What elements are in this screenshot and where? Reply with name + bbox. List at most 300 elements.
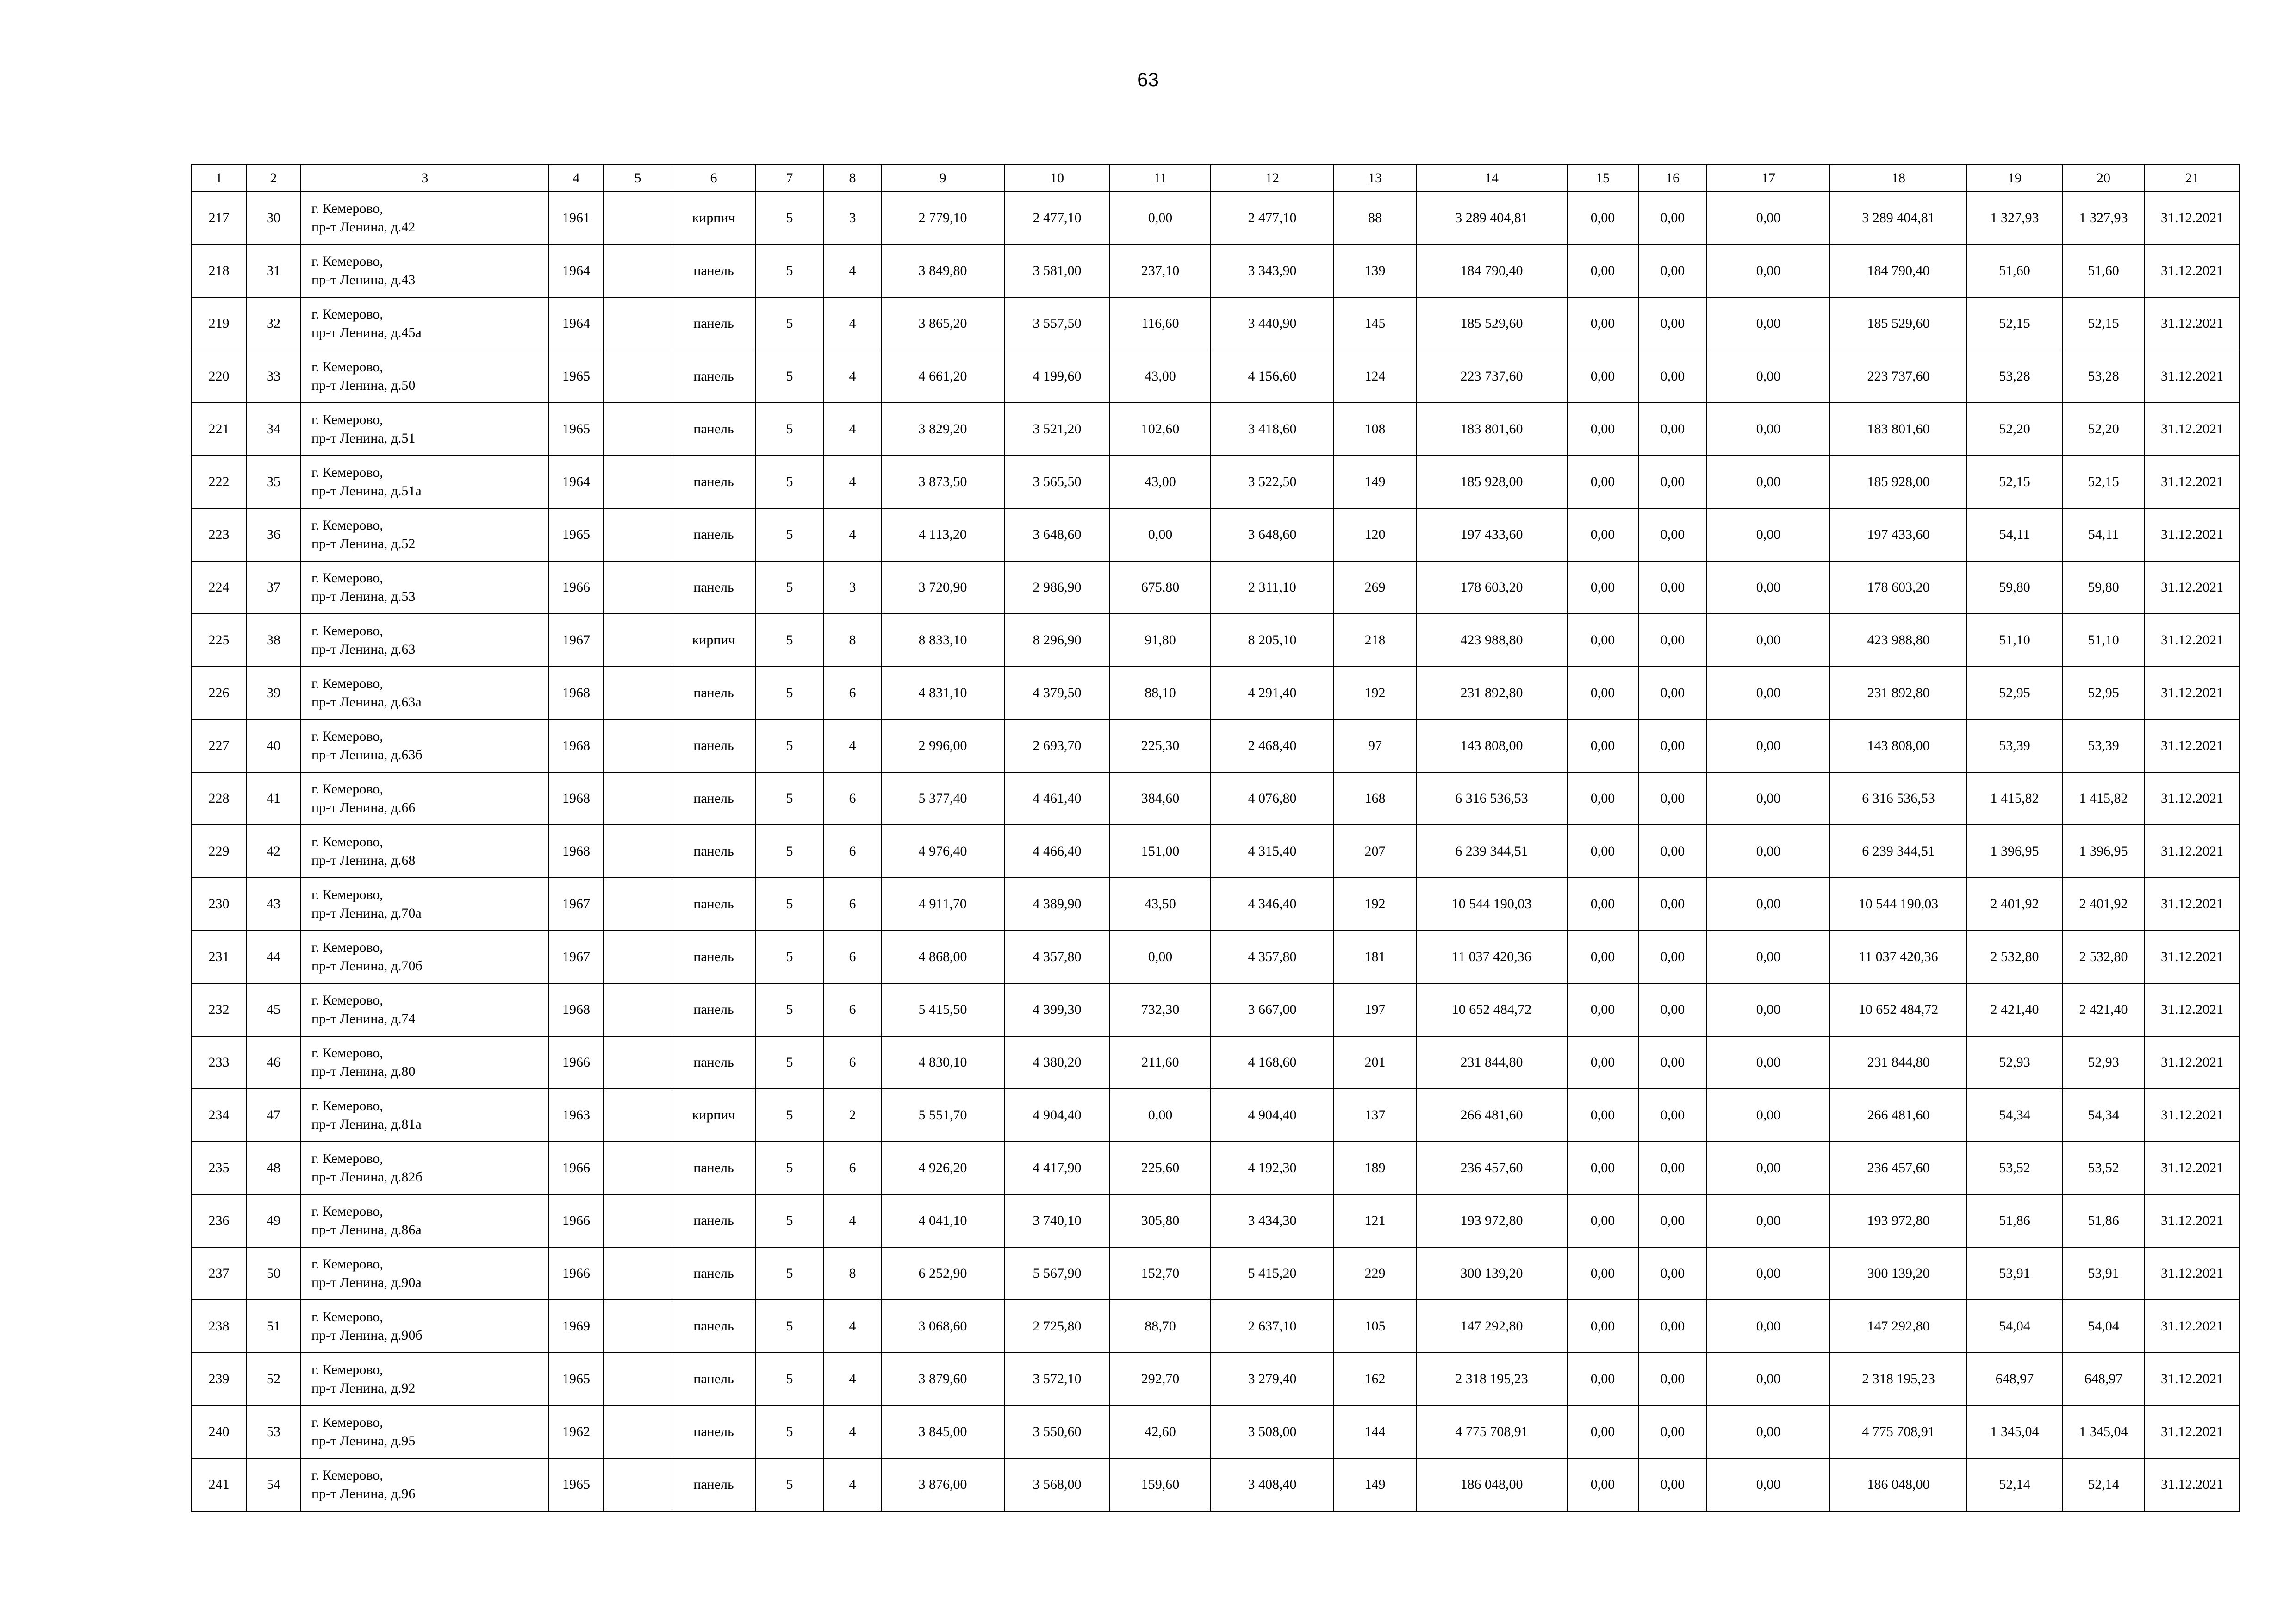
table-cell: 0,00 [1638, 456, 1707, 508]
column-number-header: 1 [192, 165, 246, 192]
address-cell [301, 192, 549, 244]
table-cell: 31.12.2021 [2145, 1036, 2240, 1089]
address-cell [301, 244, 549, 297]
table-cell: 2 996,00 [881, 719, 1004, 772]
table-cell: 147 292,80 [1830, 1300, 1967, 1353]
table-cell: 31.12.2021 [2145, 1405, 2240, 1458]
table-cell: 48 [246, 1142, 301, 1194]
table-cell: 0,00 [1638, 403, 1707, 456]
table-cell: 4 [824, 1405, 881, 1458]
table-cell: 5 [755, 1089, 824, 1142]
table-cell: 2 986,90 [1004, 561, 1110, 614]
address-cell [301, 1036, 549, 1089]
table-cell: 145 [1334, 297, 1416, 350]
table-cell: 5 [755, 1458, 824, 1511]
table-cell: 241 [192, 1458, 246, 1511]
table-cell: 1 345,04 [2062, 1405, 2145, 1458]
table-cell: 2 401,92 [1967, 878, 2062, 931]
table-cell: 4 926,20 [881, 1142, 1004, 1194]
table-cell: 0,00 [1707, 1194, 1830, 1247]
table-cell: 116,60 [1110, 297, 1211, 350]
table-cell: 0,00 [1638, 244, 1707, 297]
table-cell: 2 477,10 [1211, 192, 1334, 244]
table-cell: 648,97 [1967, 1353, 2062, 1405]
table-cell: 0,00 [1638, 719, 1707, 772]
table-cell: панель [672, 1458, 755, 1511]
table-cell: 4 389,90 [1004, 878, 1110, 931]
table-cell: 4 911,70 [881, 878, 1004, 931]
table-cell: 52,20 [1967, 403, 2062, 456]
table-cell: 0,00 [1707, 1247, 1830, 1300]
table-cell: 3 522,50 [1211, 456, 1334, 508]
address-cell [301, 297, 549, 350]
table-cell: 201 [1334, 1036, 1416, 1089]
address-city: г. Кемерово, [311, 254, 383, 269]
table-cell: 52,14 [2062, 1458, 2145, 1511]
table-cell: 3 667,00 [1211, 983, 1334, 1036]
table-cell: 51,60 [1967, 244, 2062, 297]
table-cell: 6 316 536,53 [1416, 772, 1567, 825]
address-city: г. Кемерово, [311, 570, 383, 586]
table-cell: 6 [824, 983, 881, 1036]
table-cell: 183 801,60 [1830, 403, 1967, 456]
address-cell [301, 350, 549, 403]
table-cell: 0,00 [1567, 561, 1638, 614]
table-row [192, 297, 2240, 350]
table-cell: 31.12.2021 [2145, 667, 2240, 719]
table-cell: 0,00 [1707, 1089, 1830, 1142]
table-cell: 0,00 [1638, 667, 1707, 719]
table-cell: 6 [824, 931, 881, 983]
table-cell [604, 244, 672, 297]
table-cell: 193 972,80 [1830, 1194, 1967, 1247]
table-cell: 88,70 [1110, 1300, 1211, 1353]
table-cell: 4 192,30 [1211, 1142, 1334, 1194]
address-street: пр-т Ленина, д.51а [311, 483, 422, 499]
address-cell [301, 667, 549, 719]
table-cell: 4 904,40 [1211, 1089, 1334, 1142]
table-cell: 1964 [549, 297, 604, 350]
table-cell: 152,70 [1110, 1247, 1211, 1300]
table-cell: 0,00 [1638, 1247, 1707, 1300]
table-cell: 3 508,00 [1211, 1405, 1334, 1458]
table-cell: 1964 [549, 456, 604, 508]
table-cell: 197 433,60 [1416, 508, 1567, 561]
table-cell: 5 [755, 878, 824, 931]
table-cell: 3 876,00 [881, 1458, 1004, 1511]
table-row [192, 244, 2240, 297]
table-cell: 147 292,80 [1416, 1300, 1567, 1353]
address-street: пр-т Ленина, д.74 [311, 1011, 416, 1026]
table-cell: 0,00 [1110, 508, 1211, 561]
column-number-header: 6 [672, 165, 755, 192]
address-street: пр-т Ленина, д.63б [311, 747, 423, 762]
table-cell: 0,00 [1567, 1353, 1638, 1405]
table-cell: 0,00 [1707, 772, 1830, 825]
table-cell: 0,00 [1638, 878, 1707, 931]
table-cell: 53,28 [2062, 350, 2145, 403]
table-cell: 10 652 484,72 [1830, 983, 1967, 1036]
table-cell: 4 [824, 1300, 881, 1353]
table-cell: 5 415,20 [1211, 1247, 1334, 1300]
table-cell [604, 614, 672, 667]
table-row [192, 825, 2240, 878]
table-cell: 149 [1334, 1458, 1416, 1511]
table-cell: 4 [824, 508, 881, 561]
table-cell: 52,93 [1967, 1036, 2062, 1089]
table-cell: 2 477,10 [1004, 192, 1110, 244]
table-row [192, 772, 2240, 825]
address-street: пр-т Ленина, д.95 [311, 1433, 416, 1449]
address-city: г. Кемерово, [311, 359, 383, 375]
address-street: пр-т Ленина, д.63а [311, 694, 422, 710]
table-cell: 4 357,80 [1211, 931, 1334, 983]
table-cell: 31 [246, 244, 301, 297]
table-cell: 88 [1334, 192, 1416, 244]
table-cell: 0,00 [1567, 825, 1638, 878]
table-cell: 0,00 [1567, 1142, 1638, 1194]
table-cell: панель [672, 508, 755, 561]
table-cell: 6 [824, 1036, 881, 1089]
table-cell: 31.12.2021 [2145, 1458, 2240, 1511]
table-cell: 229 [1334, 1247, 1416, 1300]
table-cell: 0,00 [1707, 1353, 1830, 1405]
address-cell [301, 772, 549, 825]
table-cell [604, 1353, 672, 1405]
address-street: пр-т Ленина, д.63 [311, 642, 416, 657]
address-city: г. Кемерово, [311, 1151, 383, 1166]
table-cell: 226 [192, 667, 246, 719]
table-cell: 31.12.2021 [2145, 1089, 2240, 1142]
table-cell: 10 652 484,72 [1416, 983, 1567, 1036]
address-city: г. Кемерово, [311, 940, 383, 955]
table-cell: 1 327,93 [2062, 192, 2145, 244]
column-number-header: 2 [246, 165, 301, 192]
table-cell [604, 1142, 672, 1194]
address-street: пр-т Ленина, д.53 [311, 589, 416, 604]
table-cell: 5 [755, 297, 824, 350]
table-cell: 4 [824, 1353, 881, 1405]
table-cell: 0,00 [1638, 1089, 1707, 1142]
table-cell [604, 508, 672, 561]
table-row [192, 983, 2240, 1036]
table-cell: 2 637,10 [1211, 1300, 1334, 1353]
table-cell: 222 [192, 456, 246, 508]
table-row [192, 1142, 2240, 1194]
table-cell: 0,00 [1567, 297, 1638, 350]
table-cell: 42 [246, 825, 301, 878]
column-number-header: 4 [549, 165, 604, 192]
address-cell [301, 878, 549, 931]
table-cell: 5 [755, 1353, 824, 1405]
table-cell: 236 457,60 [1416, 1142, 1567, 1194]
table-cell: 3 434,30 [1211, 1194, 1334, 1247]
table-cell: 31.12.2021 [2145, 508, 2240, 561]
table-cell [604, 931, 672, 983]
table-cell: 108 [1334, 403, 1416, 456]
table-cell: 305,80 [1110, 1194, 1211, 1247]
table-cell [604, 561, 672, 614]
table-cell: 10 544 190,03 [1830, 878, 1967, 931]
table-cell: 0,00 [1567, 244, 1638, 297]
table-cell: 5 [755, 1036, 824, 1089]
table-cell: 49 [246, 1194, 301, 1247]
table-cell: 197 [1334, 983, 1416, 1036]
table-row [192, 1458, 2240, 1511]
table-cell: 6 239 344,51 [1416, 825, 1567, 878]
table-cell: 8 [824, 1247, 881, 1300]
table-cell: 1966 [549, 1036, 604, 1089]
table-cell: 102,60 [1110, 403, 1211, 456]
table-cell: 1967 [549, 878, 604, 931]
address-city: г. Кемерово, [311, 1309, 383, 1324]
table-cell: 54,11 [1967, 508, 2062, 561]
table-cell: 4 [824, 456, 881, 508]
table-cell: 51,10 [1967, 614, 2062, 667]
table-cell [604, 719, 672, 772]
table-cell: 0,00 [1567, 508, 1638, 561]
column-number-header: 3 [301, 165, 549, 192]
table-cell: 225,60 [1110, 1142, 1211, 1194]
table-cell: 3 648,60 [1004, 508, 1110, 561]
table-cell: 54,11 [2062, 508, 2145, 561]
table-cell: 53,28 [1967, 350, 2062, 403]
table-cell: 4 775 708,91 [1830, 1405, 1967, 1458]
table-row [192, 931, 2240, 983]
table-cell: панель [672, 561, 755, 614]
address-street: пр-т Ленина, д.51 [311, 431, 416, 446]
table-cell: 0,00 [1707, 192, 1830, 244]
table-cell: 53,39 [1967, 719, 2062, 772]
table-cell: 31.12.2021 [2145, 1142, 2240, 1194]
table-cell: 43,50 [1110, 878, 1211, 931]
table-cell: 384,60 [1110, 772, 1211, 825]
table-cell: 33 [246, 350, 301, 403]
table-cell: 0,00 [1567, 192, 1638, 244]
table-cell: 197 433,60 [1830, 508, 1967, 561]
table-cell: 223 [192, 508, 246, 561]
table-cell: 235 [192, 1142, 246, 1194]
table-cell: 144 [1334, 1405, 1416, 1458]
table-cell: 183 801,60 [1416, 403, 1567, 456]
table-cell: 186 048,00 [1416, 1458, 1567, 1511]
table-cell: 231 844,80 [1830, 1036, 1967, 1089]
table-cell: 4 466,40 [1004, 825, 1110, 878]
table-cell: 231 892,80 [1830, 667, 1967, 719]
address-street: пр-т Ленина, д.86а [311, 1222, 422, 1237]
table-cell: 0,00 [1567, 931, 1638, 983]
table-cell: 3 [824, 561, 881, 614]
table-cell: 1968 [549, 772, 604, 825]
table-cell: 0,00 [1567, 878, 1638, 931]
table-cell: 31.12.2021 [2145, 1194, 2240, 1247]
table-cell: панель [672, 244, 755, 297]
table-cell: 221 [192, 403, 246, 456]
table-cell: 2 468,40 [1211, 719, 1334, 772]
address-cell [301, 1353, 549, 1405]
table-cell: 1967 [549, 931, 604, 983]
address-city: г. Кемерово, [311, 306, 383, 322]
table-cell [604, 667, 672, 719]
table-cell: 3 648,60 [1211, 508, 1334, 561]
address-street: пр-т Ленина, д.50 [311, 378, 416, 393]
address-cell [301, 561, 549, 614]
table-cell: 300 139,20 [1416, 1247, 1567, 1300]
table-cell: 3 521,20 [1004, 403, 1110, 456]
table-cell: 675,80 [1110, 561, 1211, 614]
table-cell: 181 [1334, 931, 1416, 983]
table-cell: 0,00 [1707, 614, 1830, 667]
table-cell: панель [672, 983, 755, 1036]
table-cell: 224 [192, 561, 246, 614]
table-cell: 3 845,00 [881, 1405, 1004, 1458]
table-row [192, 667, 2240, 719]
table-cell: 52,15 [2062, 297, 2145, 350]
table-cell: 4 357,80 [1004, 931, 1110, 983]
table-cell: 0,00 [1707, 983, 1830, 1036]
table-cell [604, 1089, 672, 1142]
table-cell: 11 037 420,36 [1830, 931, 1967, 983]
table-cell: 0,00 [1707, 931, 1830, 983]
table-cell: 59,80 [1967, 561, 2062, 614]
table-cell: 0,00 [1567, 614, 1638, 667]
table-cell: 91,80 [1110, 614, 1211, 667]
table-cell: панель [672, 1194, 755, 1247]
table-cell: 423 988,80 [1416, 614, 1567, 667]
table-cell: 1965 [549, 403, 604, 456]
column-number-row [192, 165, 2240, 192]
address-city: г. Кемерово, [311, 1362, 383, 1377]
table-cell: 31.12.2021 [2145, 456, 2240, 508]
address-cell [301, 1247, 549, 1300]
table-cell: 1968 [549, 825, 604, 878]
table-cell: 0,00 [1707, 456, 1830, 508]
table-cell: кирпич [672, 1089, 755, 1142]
address-cell [301, 508, 549, 561]
table-cell: 97 [1334, 719, 1416, 772]
table-cell: 1964 [549, 244, 604, 297]
table-cell: 3 408,40 [1211, 1458, 1334, 1511]
table-cell: 228 [192, 772, 246, 825]
column-number-header: 19 [1967, 165, 2062, 192]
table-cell: 4 831,10 [881, 667, 1004, 719]
table-cell [604, 772, 672, 825]
column-number-header: 13 [1334, 165, 1416, 192]
table-cell: 45 [246, 983, 301, 1036]
table-cell: 1966 [549, 1142, 604, 1194]
table-cell: 1965 [549, 508, 604, 561]
table-cell: 4 [824, 244, 881, 297]
table-cell: 4 661,20 [881, 350, 1004, 403]
table-cell: 4 379,50 [1004, 667, 1110, 719]
address-city: г. Кемерово, [311, 993, 383, 1008]
table-cell: панель [672, 825, 755, 878]
table-cell: 31.12.2021 [2145, 350, 2240, 403]
table-cell: 0,00 [1110, 192, 1211, 244]
table-cell: панель [672, 719, 755, 772]
address-city: г. Кемерово, [311, 623, 383, 638]
address-street: пр-т Ленина, д.96 [311, 1486, 416, 1501]
table-cell: 4 346,40 [1211, 878, 1334, 931]
table-cell: 5 [755, 614, 824, 667]
table-cell [604, 1300, 672, 1353]
table-cell: 4 315,40 [1211, 825, 1334, 878]
table-cell: панель [672, 772, 755, 825]
table-cell: 193 972,80 [1416, 1194, 1567, 1247]
column-number-header: 15 [1567, 165, 1638, 192]
address-city: г. Кемерово, [311, 1204, 383, 1219]
table-cell: 4 976,40 [881, 825, 1004, 878]
table-cell: 1965 [549, 1458, 604, 1511]
column-number-header: 16 [1638, 165, 1707, 192]
table-cell: 52,15 [1967, 297, 2062, 350]
table-cell: 0,00 [1707, 1300, 1830, 1353]
table-cell: 3 740,10 [1004, 1194, 1110, 1247]
table-cell: 31.12.2021 [2145, 1247, 2240, 1300]
column-number-header: 18 [1830, 165, 1967, 192]
page-number: 63 [1137, 69, 1159, 90]
table-cell: 732,30 [1110, 983, 1211, 1036]
table-cell: 137 [1334, 1089, 1416, 1142]
table-cell: 218 [1334, 614, 1416, 667]
table-cell: 3 343,90 [1211, 244, 1334, 297]
table-cell: 1963 [549, 1089, 604, 1142]
table-cell: 0,00 [1567, 719, 1638, 772]
table-cell: 5 [755, 983, 824, 1036]
address-street: пр-т Ленина, д.90а [311, 1275, 422, 1290]
table-cell: 6 [824, 772, 881, 825]
table-cell: 46 [246, 1036, 301, 1089]
table-cell: 240 [192, 1405, 246, 1458]
table-cell: 31.12.2021 [2145, 878, 2240, 931]
table-cell: 0,00 [1567, 1089, 1638, 1142]
table-cell: 54,04 [1967, 1300, 2062, 1353]
table-cell: 3 440,90 [1211, 297, 1334, 350]
table-cell [604, 1405, 672, 1458]
address-cell [301, 614, 549, 667]
table-cell: 4 868,00 [881, 931, 1004, 983]
table-cell: 236 457,60 [1830, 1142, 1967, 1194]
table-cell: панель [672, 931, 755, 983]
table-cell: 3 873,50 [881, 456, 1004, 508]
table-cell: 185 529,60 [1416, 297, 1567, 350]
table-cell: 239 [192, 1353, 246, 1405]
address-city: г. Кемерово, [311, 201, 383, 216]
table-cell: 0,00 [1638, 1353, 1707, 1405]
table-cell: 4 417,90 [1004, 1142, 1110, 1194]
table-row [192, 719, 2240, 772]
table-cell [604, 350, 672, 403]
table-cell: 0,00 [1638, 931, 1707, 983]
table-cell: 38 [246, 614, 301, 667]
table-cell: 105 [1334, 1300, 1416, 1353]
column-number-header: 8 [824, 165, 881, 192]
table-cell: 1 396,95 [2062, 825, 2145, 878]
table-cell: 0,00 [1707, 719, 1830, 772]
table-cell: 5 [755, 825, 824, 878]
table-cell: 189 [1334, 1142, 1416, 1194]
table-cell: 0,00 [1567, 456, 1638, 508]
table-cell: 5 [755, 508, 824, 561]
table-cell: 6 [824, 1142, 881, 1194]
table-cell: 185 529,60 [1830, 297, 1967, 350]
table-cell: 5 567,90 [1004, 1247, 1110, 1300]
table-cell: 1961 [549, 192, 604, 244]
column-number-header: 20 [2062, 165, 2145, 192]
table-cell: 178 603,20 [1416, 561, 1567, 614]
table-cell: 2 725,80 [1004, 1300, 1110, 1353]
address-street: пр-т Ленина, д.52 [311, 536, 416, 551]
